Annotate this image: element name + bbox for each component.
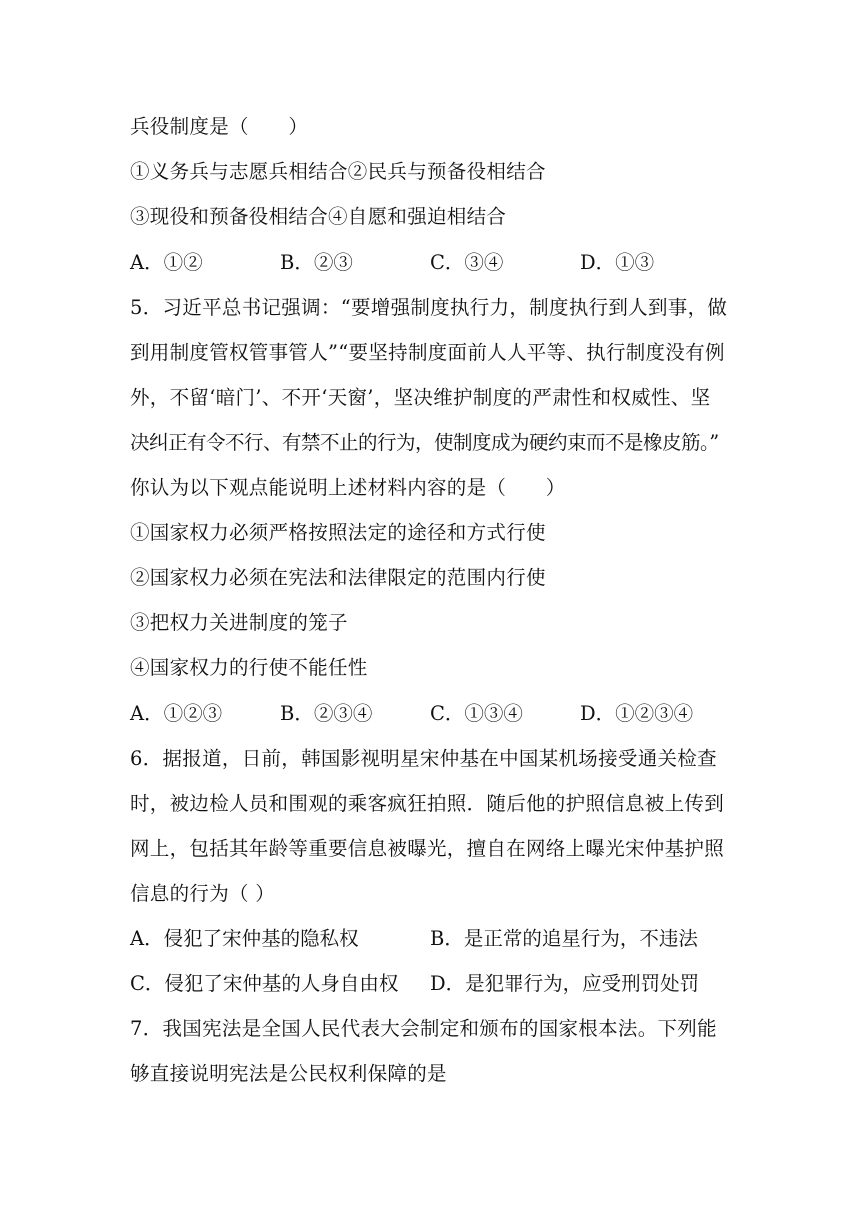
q6-option-a: A．侵犯了宋仲基的隐私权 — [130, 927, 359, 950]
q4-stem-tail: 兵役制度是（ ） — [130, 115, 309, 138]
q5-stem-line-1: 5．习近平总书记强调：“要增强制度执行力，制度执行到人到事，做 — [130, 296, 728, 319]
q4-item-line-2: ③现役和预备役相结合④自愿和强迫相结合 — [130, 205, 507, 228]
q5-item-1: ①国家权力必须严格按照法定的途径和方式行使 — [130, 521, 546, 544]
q5-stem-line-3: 外，不留‘暗门’、不开‘天窗’，坚决维护制度的严肃性和权威性、坚 — [130, 386, 711, 409]
q4-item-line-1: ①义务兵与志愿兵相结合②民兵与预备役相结合 — [130, 160, 546, 183]
q6-option-d: D．是犯罪行为，应受刑罚处罚 — [430, 972, 700, 995]
q6-stem-line-3: 网上，包括其年龄等重要信息被曝光，擅自在网络上曝光宋仲基护照 — [130, 837, 725, 860]
q5-item-4: ④国家权力的行使不能任性 — [130, 656, 368, 679]
q4-option-a: A．①② — [130, 251, 203, 274]
q5-option-c: C．①③④ — [430, 702, 523, 725]
q6-option-c: C．侵犯了宋仲基的人身自由权 — [130, 972, 399, 995]
q5-option-a: A．①②③ — [130, 702, 223, 725]
q5-stem-line-2: 到用制度管权管事管人”“要坚持制度面前人人平等、执行制度没有例 — [130, 341, 725, 364]
q5-option-b: B．②③④ — [280, 702, 373, 725]
q4-option-d: D．①③ — [580, 251, 655, 274]
q6-stem-line-2: 时，被边检人员和围观的乘客疯狂拍照．随后他的护照信息被上传到 — [130, 792, 725, 815]
q6-stem-line-1: 6．据报道，日前，韩国影视明星宋仲基在中国某机场接受通关检查 — [130, 747, 717, 770]
q5-stem-line-4: 决纠正有令不行、有禁不止的行为，使制度成为硬约束而不是橡皮筋。” — [130, 431, 719, 454]
q5-option-d: D．①②③④ — [580, 702, 694, 725]
q4-option-b: B．②③ — [280, 251, 353, 274]
q7-stem-line-2: 够直接说明宪法是公民权利保障的是 — [130, 1062, 447, 1085]
q5-item-3: ③把权力关进制度的笼子 — [130, 611, 348, 634]
q6-stem-line-4: 信息的行为（ ） — [130, 882, 276, 905]
q6-option-b: B．是正常的追星行为，不违法 — [430, 927, 698, 950]
q4-option-c: C．③④ — [430, 251, 504, 274]
q7-stem-line-1: 7．我国宪法是全国人民代表大会制定和颁布的国家根本法。下列能 — [130, 1017, 717, 1040]
q5-item-2: ②国家权力必须在宪法和法律限定的范围内行使 — [130, 566, 546, 589]
q5-stem-line-5: 你认为以下观点能说明上述材料内容的是（ ） — [130, 476, 566, 499]
